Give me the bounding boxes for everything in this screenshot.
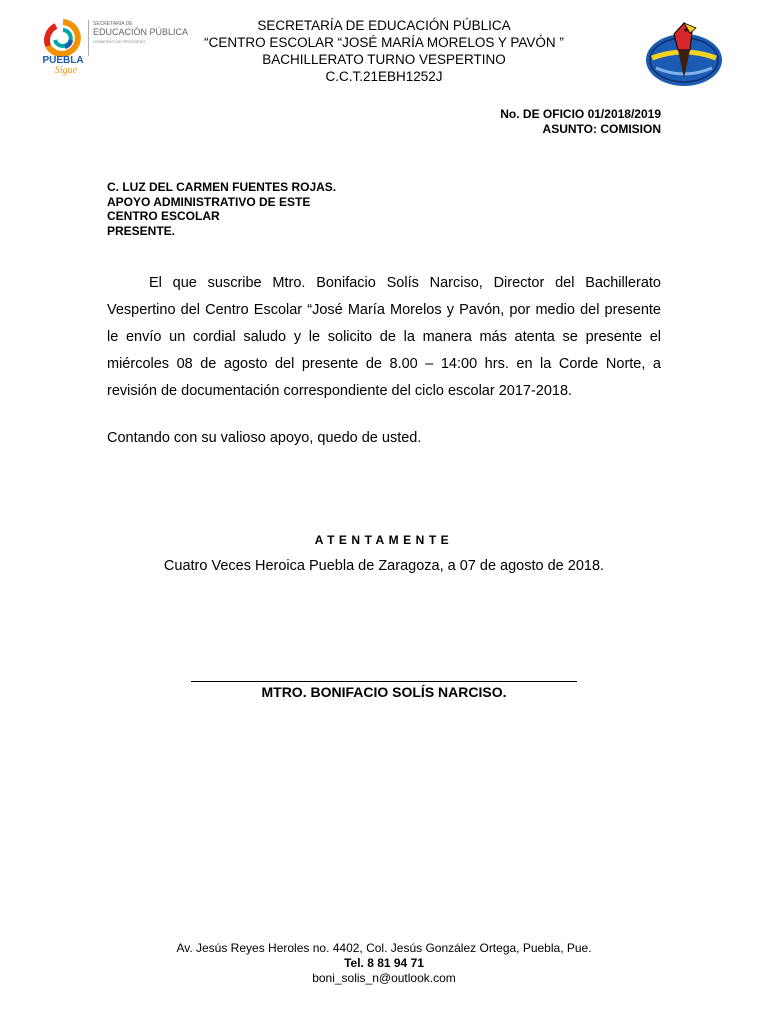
- logo-secretaria: SECRETARÍA DE: [93, 21, 133, 27]
- header-line-1: SECRETARÍA DE EDUCACIÓN PÚBLICA: [257, 18, 511, 33]
- oficio-number: No. DE OFICIO 01/2018/2019: [500, 107, 661, 121]
- brand-top: PUEBLA: [42, 55, 84, 66]
- recipient-block: [107, 180, 336, 238]
- recipient-line-2: APOYO ADMINISTRATIVO DE ESTE: [107, 194, 311, 209]
- logo-educacion: EDUCACIÓN PÚBLICA: [93, 27, 189, 37]
- closing-line: Contando con su valioso apoyo, quedo de usted.: [107, 430, 422, 446]
- body-paragraph: El que suscribe Mtro. Bonifacio Solís Narciso, Director del Bachillerato Vespertino del Centro Escolar “José María Morelos y Pavón, por medio del presente le envío un cordial saludo y le solicito de la manera más atenta se presente el miércoles 08 de agosto del presente de 8.00 – 14:00 hrs. en la Corde Norte, a revisión de documentación correspondiente del ciclo escolar 2017-2018.: [107, 275, 661, 399]
- recipient-line-4: PRESENTE.: [107, 223, 176, 238]
- recipient-line-1: C. LUZ DEL CARMEN FUENTES ROJAS.: [107, 180, 337, 194]
- logo-divider: [88, 20, 89, 56]
- body-paragraph-block: [107, 270, 661, 405]
- oficio-block: [500, 107, 661, 136]
- recipient-line-3: CENTRO ESCOLAR: [107, 209, 220, 223]
- oficio-subject: ASUNTO: COMISION: [542, 121, 661, 136]
- signature-line: [191, 681, 577, 682]
- logo-gobierno: GOBIERNO DE PROGRESO: [93, 39, 146, 44]
- letterhead: [180, 17, 588, 85]
- header-line-3: BACHILLERATO TURNO VESPERTINO: [262, 52, 506, 67]
- brand-bottom: Sigue: [54, 65, 78, 76]
- header-line-4: C.C.T.21EBH1252J: [325, 69, 443, 84]
- signer-name: MTRO. BONIFACIO SOLÍS NARCISO.: [261, 684, 507, 700]
- footer: [0, 941, 768, 986]
- atentamente-label: ATENTAMENTE: [314, 533, 454, 547]
- place-date: Cuatro Veces Heroica Puebla de Zaragoza, a 07 de agosto de 2018.: [163, 558, 605, 574]
- header-line-2: “CENTRO ESCOLAR “JOSÉ MARÍA MORELOS Y PAVÓN ”: [204, 35, 564, 50]
- eagle-emblem-icon: [644, 20, 724, 90]
- footer-address: Av. Jesús Reyes Heroles no. 4402, Col. Jesús González Ortega, Puebla, Pue.: [176, 941, 592, 955]
- puebla-sep-logo: [38, 16, 189, 76]
- puebla-swirl-icon: [38, 16, 88, 76]
- footer-email: boni_solis_n@outlook.com: [312, 971, 456, 985]
- footer-tel: Tel. 8 81 94 71: [344, 956, 424, 970]
